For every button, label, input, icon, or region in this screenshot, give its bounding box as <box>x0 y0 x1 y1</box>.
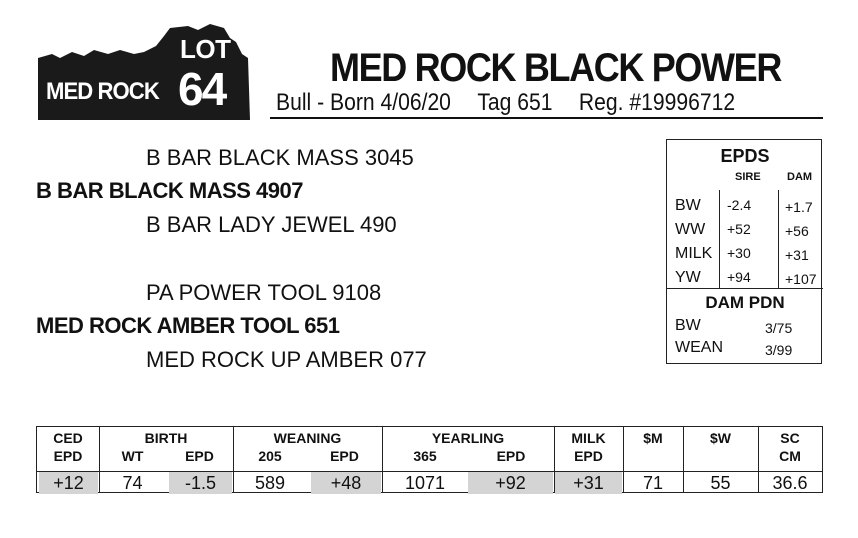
subheader-wean-205: 205 <box>258 448 282 464</box>
registration-number: Reg. #19996712 <box>578 89 736 116</box>
epd-dam-value: +56 <box>785 223 809 239</box>
subheader-sc-cm: CM <box>779 448 801 464</box>
value-milk-epd: +31 <box>555 472 622 494</box>
pedigree-sire-dam: B BAR LADY JEWEL 490 <box>146 212 397 237</box>
performance-table <box>36 426 823 493</box>
epd-dam-header: DAM <box>787 171 813 183</box>
subheader-year-365: 365 <box>413 448 437 464</box>
header-yearling: YEARLING <box>431 430 505 446</box>
header-dollar-w: $W <box>710 430 731 446</box>
value-dollar-m: 71 <box>642 473 664 493</box>
epd-title: EPDS <box>720 146 770 166</box>
lot-number: 64 <box>178 63 226 115</box>
epd-divider <box>778 190 779 288</box>
subheader-birth-wt: WT <box>121 448 144 464</box>
epd-dam-value: +107 <box>785 271 817 287</box>
animal-info-line <box>276 89 761 117</box>
pedigree-dam-sire: PA POWER TOOL 9108 <box>146 280 382 305</box>
value-wean-epd: +48 <box>311 472 381 494</box>
dam-pdn-title: DAM PDN <box>705 293 785 312</box>
pdn-value: 3/75 <box>765 320 793 336</box>
header-dollar-m: $M <box>643 430 663 446</box>
epd-sire-value: +30 <box>727 245 751 261</box>
header-weaning: WEANING <box>273 430 342 446</box>
sex-birthdate: Bull - Born 4/06/20 <box>276 89 451 116</box>
pedigree-dam: MED ROCK AMBER TOOL 651 <box>36 313 340 338</box>
pdn-label: WEAN <box>675 339 723 356</box>
epd-sire-header: SIRE <box>735 171 761 183</box>
pdn-value: 3/99 <box>765 342 793 358</box>
epd-divider <box>719 190 720 288</box>
value-birth-wt: 74 <box>122 473 143 493</box>
epd-row-label: YW <box>675 269 701 286</box>
tag-number: Tag 651 <box>477 89 553 116</box>
epd-row-label: WW <box>675 221 706 238</box>
header-milk: MILK <box>571 430 606 446</box>
lot-logo <box>38 24 250 120</box>
epd-sire-value: +52 <box>727 221 751 237</box>
value-birth-epd: -1.5 <box>169 472 232 494</box>
lot-label: LOT <box>180 34 231 64</box>
header-divider <box>270 117 823 119</box>
epd-row-label: MILK <box>675 245 713 262</box>
pedigree-sire: B BAR BLACK MASS 4907 <box>36 178 303 203</box>
subheader-ced-epd: EPD <box>53 448 83 464</box>
value-year-365: 1071 <box>404 473 446 493</box>
value-year-epd: +92 <box>468 472 553 494</box>
value-sc-cm: 36.6 <box>772 473 808 493</box>
epd-sire-value: +94 <box>727 269 751 285</box>
subheader-wean-epd: EPD <box>330 448 359 464</box>
epd-row-label: BW <box>675 197 701 214</box>
value-dollar-w: 55 <box>710 473 731 493</box>
animal-name: MED ROCK BLACK POWER <box>330 46 781 90</box>
header-ced: CED <box>53 430 83 446</box>
epd-sire-value: -2.4 <box>727 197 752 213</box>
value-wean-205: 589 <box>254 473 286 493</box>
value-ced-epd: +12 <box>39 472 98 494</box>
epd-box <box>666 139 822 364</box>
header-birth: BIRTH <box>144 430 188 446</box>
header-sc: SC <box>780 430 800 446</box>
subheader-year-epd: EPD <box>496 448 526 464</box>
pedigree-dam-dam: MED ROCK UP AMBER 077 <box>146 347 427 372</box>
epd-dam-value: +1.7 <box>785 199 813 215</box>
epd-section-divider <box>667 288 823 289</box>
epd-dam-value: +31 <box>785 247 809 263</box>
subheader-birth-epd: EPD <box>185 448 214 464</box>
pdn-label: BW <box>675 317 701 334</box>
pedigree-sire-sire: B BAR BLACK MASS 3045 <box>146 145 414 170</box>
logo-brand: MED ROCK <box>46 78 159 105</box>
subheader-milk-epd: EPD <box>574 448 603 464</box>
